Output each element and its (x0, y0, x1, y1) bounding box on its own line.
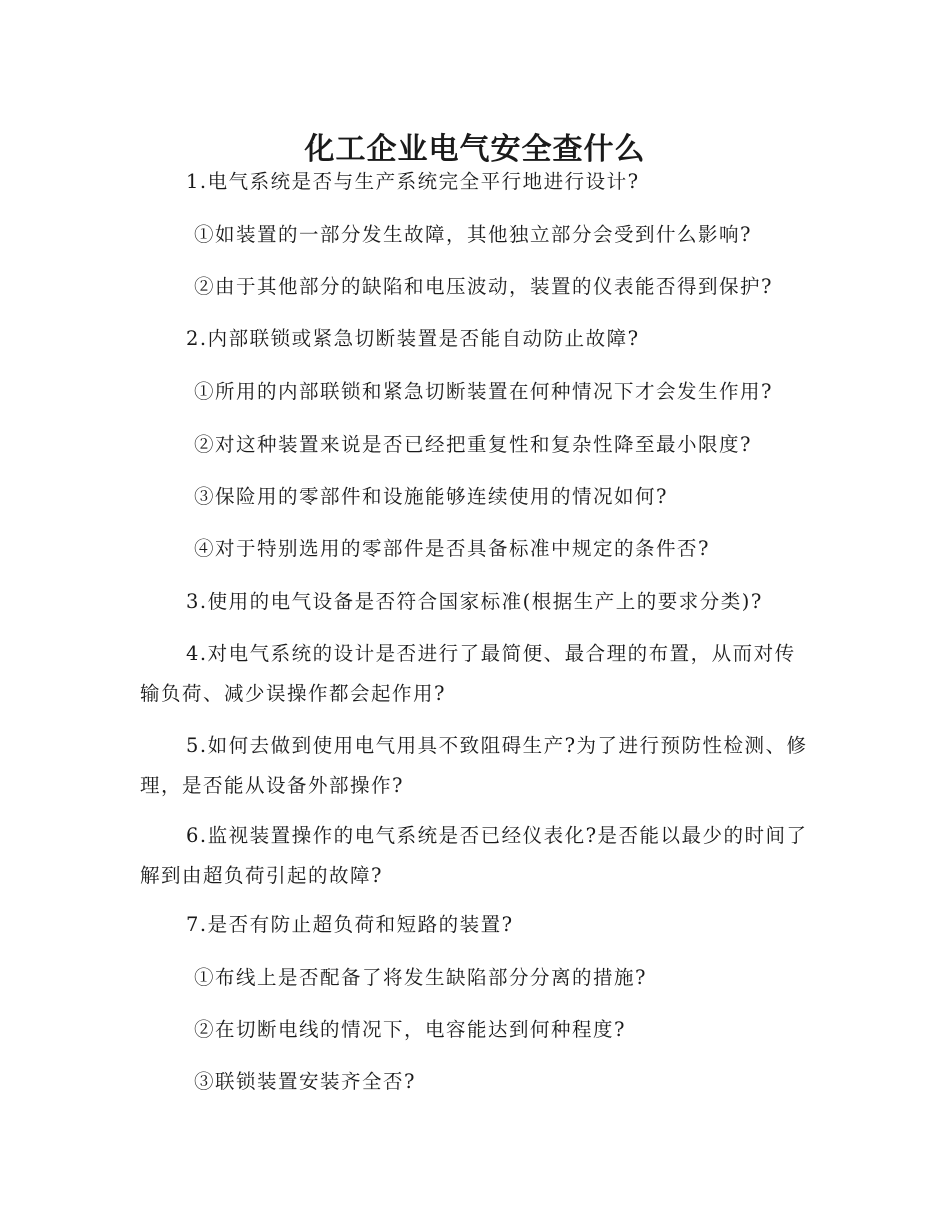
paragraph-2-2: ②对这种装置来说是否已经把重复性和复杂性降至最小限度? (194, 433, 752, 456)
paragraph-2-4: ④对于特别选用的零部件是否具备标准中规定的条件否? (194, 537, 710, 560)
paragraph-2-1: ①所用的内部联锁和紧急切断装置在何种情况下才会发生作用? (194, 380, 773, 403)
paragraph-6: 6.监视装置操作的电气系统是否已经仪表化?是否能以最少的时间了解到由超负荷引起的故障? (140, 824, 808, 887)
paragraph-4: 4.对电气系统的设计是否进行了最简便、最合理的布置，从而对传输负荷、减少误操作都会起作用? (140, 642, 796, 705)
paragraph-1-2: ②由于其他部分的缺陷和电压波动，装置的仪表能否得到保护? (194, 275, 773, 298)
paragraph-5: 5.如何去做到使用电气用具不致阻碍生产?为了进行预防性检测、修理，是否能从设备外部操作? (140, 734, 808, 797)
paragraph-7: 7.是否有防止超负荷和短路的装置? (186, 913, 514, 936)
paragraph-7-3: ③联锁装置安装齐全否? (194, 1070, 416, 1093)
paragraph-7-1: ①布线上是否配备了将发生缺陷部分分离的措施? (194, 966, 647, 989)
page-title: 化工企业电气安全查什么 (304, 132, 646, 168)
paragraph-7-2: ②在切断电线的情况下，电容能达到何种程度? (194, 1018, 626, 1041)
paragraph-3: 3.使用的电气设备是否符合国家标准(根据生产上的要求分类)? (186, 590, 763, 613)
paragraph-2: 2.内部联锁或紧急切断装置是否能自动防止故障? (186, 327, 640, 350)
paragraph-2-3: ③保险用的零部件和设施能够连续使用的情况如何? (194, 485, 668, 508)
paragraph-1: 1.电气系统是否与生产系统完全平行地进行设计? (186, 170, 640, 193)
paragraph-1-1: ①如装置的一部分发生故障，其他独立部分会受到什么影响? (194, 223, 752, 246)
